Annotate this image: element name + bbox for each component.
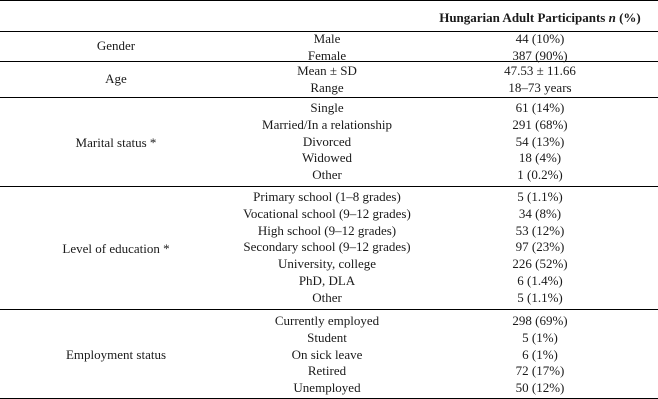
item-label: Male (313, 31, 341, 46)
item-label: Vocational school (9–12 grades) (243, 205, 411, 221)
item-label: Range (310, 79, 344, 95)
group-level-of-education (0, 187, 658, 310)
item-label: Other (312, 289, 342, 305)
item-label: Single (310, 100, 344, 115)
item-label: Female (307, 47, 347, 63)
item-value: 44 (10%) (515, 31, 565, 46)
item-value: 291 (68%) (512, 116, 568, 132)
item-value: 61 (14%) (515, 100, 565, 115)
column-header-participants (422, 10, 658, 26)
item-label: Married/In a relationship (262, 116, 392, 132)
item-label: Primary school (1–8 grades) (253, 189, 401, 204)
item-value: 6 (1%) (522, 346, 558, 362)
item-value: 1 (0.2%) (517, 167, 563, 183)
item-value: 5 (1.1%) (517, 189, 563, 204)
item-value: 97 (23%) (515, 239, 565, 255)
item-label: Unemployed (293, 380, 361, 396)
item-label: Retired (307, 363, 347, 379)
item-label: University, college (277, 256, 377, 272)
group-label: Age (105, 71, 127, 86)
table-header-row (0, 0, 658, 32)
item-value: 50 (12%) (515, 380, 565, 396)
group-label: Employment status (65, 347, 167, 362)
group-label: Gender (96, 38, 136, 53)
group-label: Marital status * (75, 135, 157, 150)
group-values (422, 31, 658, 65)
group-values (422, 63, 658, 97)
group-employment-status (0, 310, 658, 399)
item-label: Student (307, 329, 347, 345)
item-label: Widowed (301, 150, 353, 166)
item-value: 226 (52%) (512, 256, 568, 272)
item-value: 387 (90%) (512, 47, 568, 63)
item-label: Other (312, 167, 342, 183)
group-age (0, 62, 658, 98)
item-value: 54 (13%) (515, 133, 565, 149)
item-value: 53 (12%) (515, 222, 565, 238)
group-gender (0, 32, 658, 62)
item-value: 47.53 ± 11.66 (504, 63, 576, 78)
item-label: Divorced (302, 133, 352, 149)
group-label: Level of education * (62, 241, 170, 256)
column-header-suffix: (%) (615, 10, 641, 25)
group-marital-status (0, 98, 658, 187)
item-value: 34 (8%) (518, 205, 562, 221)
item-label: High school (9–12 grades) (257, 222, 397, 238)
item-label: Currently employed (274, 313, 380, 328)
group-items (232, 313, 422, 397)
item-label: Secondary school (9–12 grades) (243, 239, 411, 255)
group-items (232, 63, 422, 97)
item-label: PhD, DLA (298, 272, 356, 288)
item-label: Mean ± SD (297, 63, 357, 78)
column-header-main-text: Hungarian Adult Participants (439, 10, 609, 25)
group-values (422, 313, 658, 397)
item-value: 5 (1%) (522, 329, 558, 345)
column-header-n: n (608, 10, 616, 25)
group-values (422, 189, 658, 307)
group-items (232, 100, 422, 184)
item-label: On sick leave (291, 346, 363, 362)
item-value: 5 (1.1%) (517, 289, 563, 305)
item-value: 6 (1.4%) (517, 272, 563, 288)
item-value: 18 (4%) (518, 150, 562, 166)
item-value: 18–73 years (508, 79, 572, 95)
item-value: 298 (69%) (512, 313, 568, 328)
group-values (422, 100, 658, 184)
group-items (232, 31, 422, 65)
group-items (232, 189, 422, 307)
item-value: 72 (17%) (515, 363, 565, 379)
